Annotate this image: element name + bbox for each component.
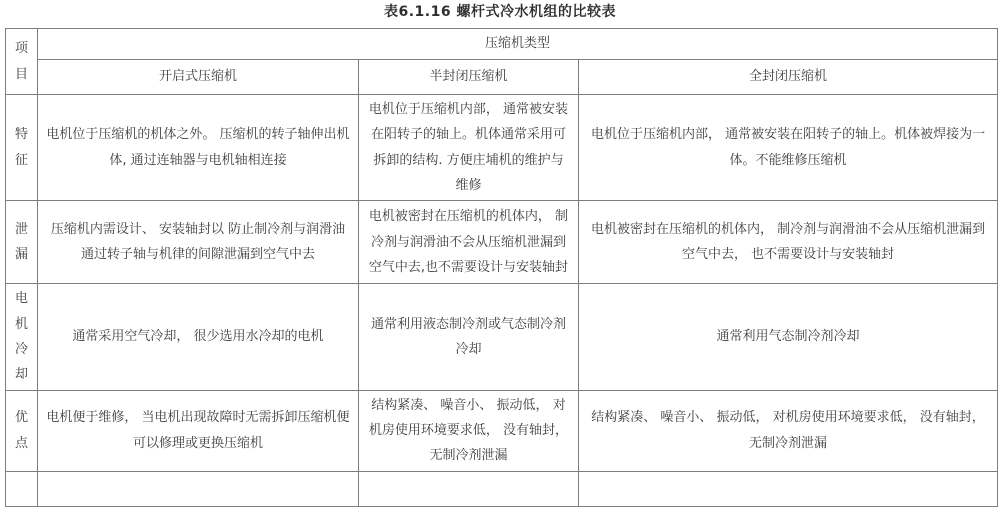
corner-header-items: 项目 [6,29,38,95]
row-label-motor-cooling: 电机冷却 [6,284,38,390]
column-header-hermetic: 全封闭压缩机 [579,60,998,95]
row-label-feature: 特征 [6,95,38,201]
table-cell: 通常利用气态制冷剂冷却 [579,284,998,390]
table-cell [579,471,998,506]
group-header-compressor-type: 压缩机类型 [38,29,998,60]
table-row-advantages [6,390,998,471]
table-cell: 电机位于压缩机内部， 通常被安装在阳转子的轴上。机体被焊接为一体。不能维修压缩机 [579,95,998,201]
comparison-table [5,28,998,507]
row-label-partial [6,471,38,506]
table-cell: 结构紧凑、 噪音小、 振动低， 对机房使用环境要求低， 没有轴封， 无制冷剂泄漏 [579,390,998,471]
table-row-motor-cooling [6,284,998,390]
table-cell: 电机位于压缩机的机体之外。 压缩机的转子轴伸出机体, 通过连轴器与电机轴相连接 [38,95,359,201]
row-label-leakage: 泄漏 [6,201,38,284]
table-cell: 电机便于维修， 当电机出现故障时无需拆卸压缩机便可以修理或更换压缩机 [38,390,359,471]
table-row-leakage [6,201,998,284]
table-cell: 通常采用空气冷却， 很少选用水冷却的电机 [38,284,359,390]
table-cell [38,471,359,506]
table-cell: 压缩机内需设计、 安装轴封以 防止制冷剂与润滑油通过转子轴与机律的间隙泄漏到空气中去 [38,201,359,284]
table-header-row-columns [6,60,998,95]
table-header-row-group [6,29,998,60]
table-cell: 电机被密封在压缩机的机体内， 制冷剂与润滑油不会从压缩机泄漏到空气中去， 也不需要设计与安装轴封 [579,201,998,284]
table-row-feature [6,95,998,201]
table-cell: 通常利用液态制冷剂或气态制冷剂冷却 [359,284,579,390]
column-header-open-type: 开启式压缩机 [38,60,359,95]
column-header-semi-hermetic: 半封闭压缩机 [359,60,579,95]
table-cell: 电机位于压缩机内部， 通常被安装在阳转子的轴上。机体通常采用可拆卸的结构. 方便庄埔机的维护与维修 [359,95,579,201]
row-label-advantages: 优点 [6,390,38,471]
table-cell: 结构紧凑、 噪音小、 振动低， 对机房使用环境要求低， 没有轴封， 无制冷剂泄漏 [359,390,579,471]
table-row-partial [6,471,998,506]
page-title: 表6.1.16 螺杆式冷水机组的比较表 [384,4,616,20]
table-cell [359,471,579,506]
table-cell: 电机被密封在压缩机的机体内， 制冷剂与润滑油不会从压缩机泄漏到空气中去,也不需要设计与安装轴封 [359,201,579,284]
